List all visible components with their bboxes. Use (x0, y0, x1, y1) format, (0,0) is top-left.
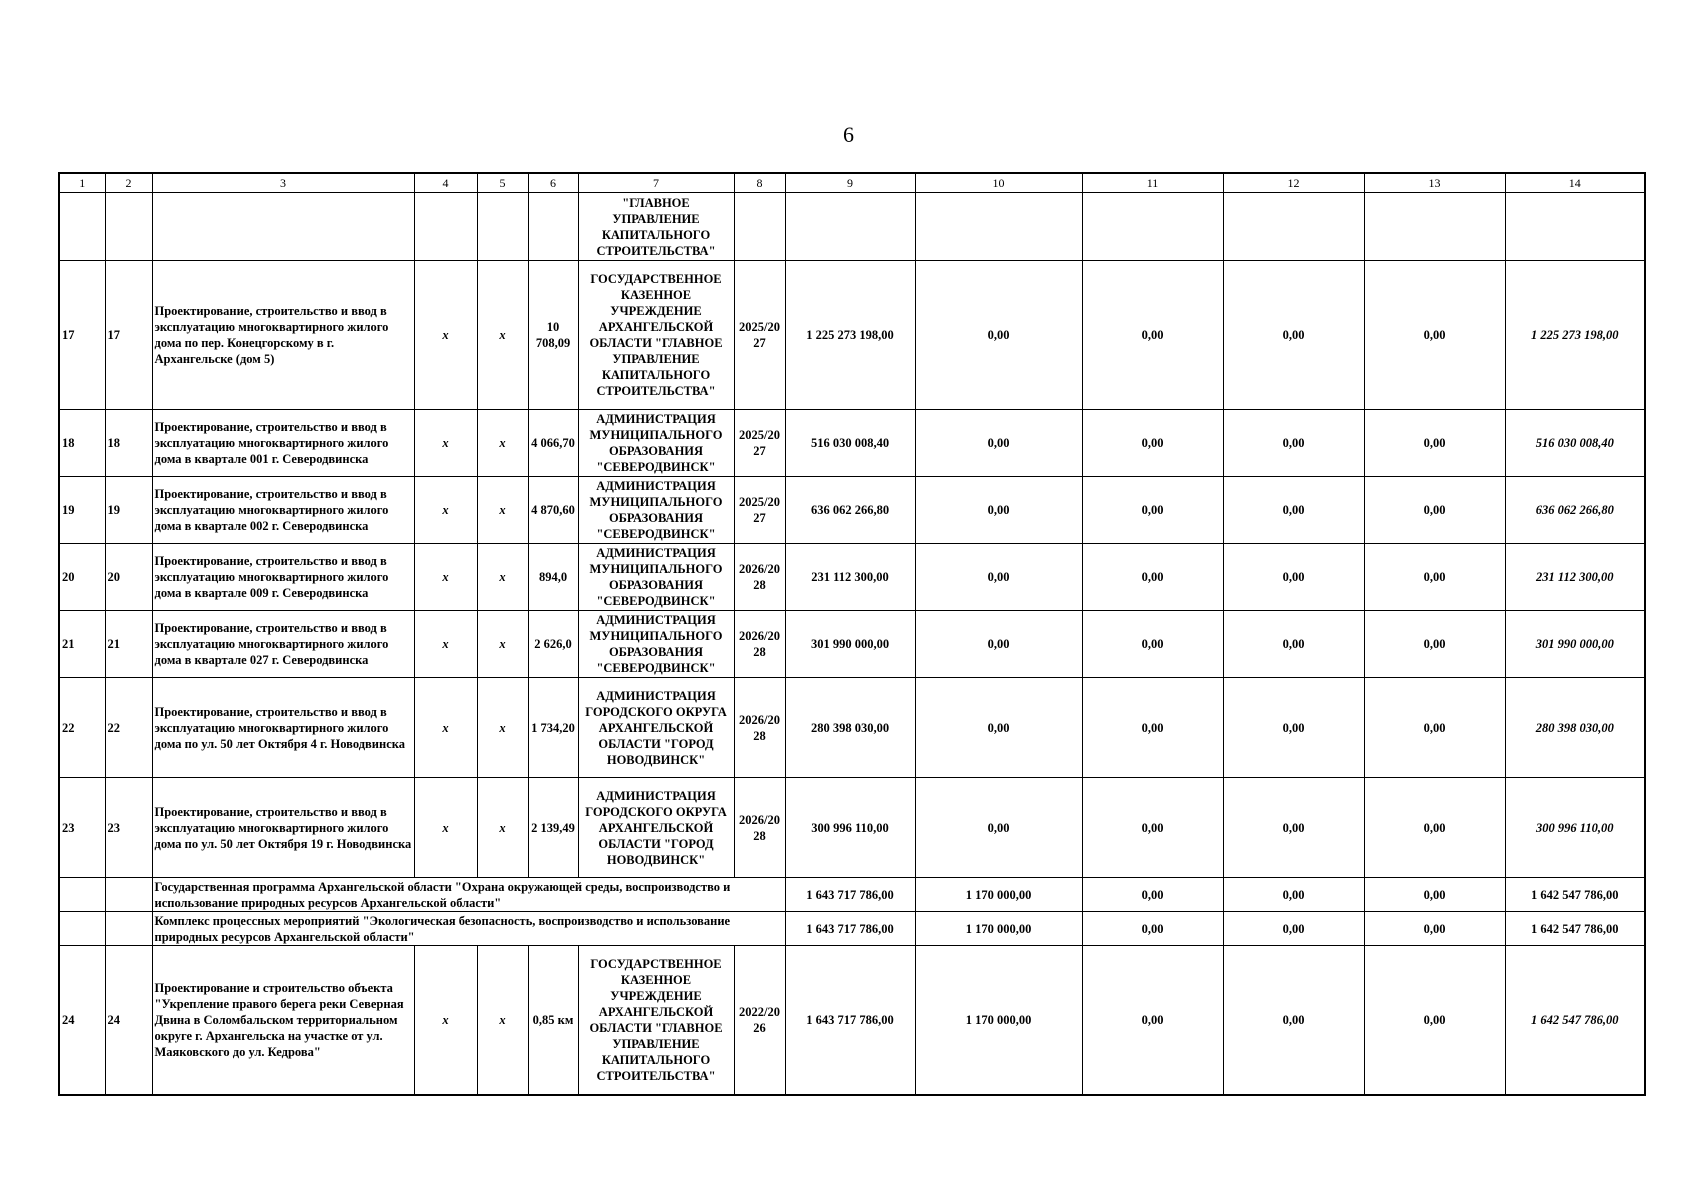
cell-col13 (1364, 193, 1505, 261)
cell-index (105, 912, 152, 946)
cell-capacity: 10 708,09 (528, 261, 578, 410)
cell-col4: x (414, 678, 477, 778)
header-cell: 1 (59, 173, 105, 193)
cell-col14: 1 642 547 786,00 (1505, 946, 1645, 1095)
cell-col9: 1 643 717 786,00 (785, 946, 915, 1095)
cell-col14 (1505, 193, 1645, 261)
cell-customer: АДМИНИСТРАЦИЯ МУНИЦИПАЛЬНОГО ОБРАЗОВАНИЯ "СЕВЕРОДВИНСК" (578, 410, 734, 477)
header-cell: 9 (785, 173, 915, 193)
summary-row (59, 878, 1645, 912)
cell-capacity: 894,0 (528, 544, 578, 611)
cell-number: 20 (59, 544, 105, 611)
cell-number (59, 193, 105, 261)
cell-name: Проектирование, строительство и ввод в эксплуатацию многоквартирного жилого дома в квартале 027 г. Северодвинска (152, 611, 414, 678)
cell-customer: АДМИНИСТРАЦИЯ МУНИЦИПАЛЬНОГО ОБРАЗОВАНИЯ "СЕВЕРОДВИНСК" (578, 477, 734, 544)
cell-col13: 0,00 (1364, 410, 1505, 477)
cell-number: 21 (59, 611, 105, 678)
cell-name: Проектирование, строительство и ввод в эксплуатацию многоквартирного жилого дома по ул. 50 лет Октября 4 г. Новодвинска (152, 678, 414, 778)
cell-col13: 0,00 (1364, 912, 1505, 946)
cell-col4: x (414, 946, 477, 1095)
cell-col9: 1 643 717 786,00 (785, 878, 915, 912)
cell-col4: x (414, 410, 477, 477)
cell-period: 2022/20 26 (734, 946, 785, 1095)
cell-summary-title: Комплекс процессных мероприятий "Экологическая безопасность, воспроизводство и использование природных ресурсов Архангельской области" (152, 912, 785, 946)
cell-col13: 0,00 (1364, 946, 1505, 1095)
cell-number: 24 (59, 946, 105, 1095)
cell-col5: x (477, 946, 528, 1095)
table-body (59, 193, 1645, 1095)
header-cell: 13 (1364, 173, 1505, 193)
cell-col5: x (477, 611, 528, 678)
cell-col12: 0,00 (1223, 678, 1364, 778)
cell-col13: 0,00 (1364, 611, 1505, 678)
cell-col11: 0,00 (1082, 611, 1223, 678)
cell-col12: 0,00 (1223, 912, 1364, 946)
header-cell: 2 (105, 173, 152, 193)
page-number: 6 (843, 122, 854, 147)
header-cell: 10 (915, 173, 1082, 193)
cell-col13: 0,00 (1364, 544, 1505, 611)
cell-index (105, 193, 152, 261)
cell-col11: 0,00 (1082, 878, 1223, 912)
header-cell: 7 (578, 173, 734, 193)
cell-number: 23 (59, 778, 105, 878)
cell-capacity: 1 734,20 (528, 678, 578, 778)
cell-col11: 0,00 (1082, 946, 1223, 1095)
cell-col9: 1 643 717 786,00 (785, 912, 915, 946)
cell-period: 2026/20 28 (734, 678, 785, 778)
table-row (59, 477, 1645, 544)
cell-col11: 0,00 (1082, 678, 1223, 778)
cell-index: 17 (105, 261, 152, 410)
cell-col12 (1223, 193, 1364, 261)
cell-capacity: 0,85 км (528, 946, 578, 1095)
cell-col10: 0,00 (915, 477, 1082, 544)
cell-col10: 0,00 (915, 410, 1082, 477)
cell-col9: 300 996 110,00 (785, 778, 915, 878)
cell-col11 (1082, 193, 1223, 261)
cell-period: 2026/20 28 (734, 778, 785, 878)
cell-col10: 0,00 (915, 678, 1082, 778)
cell-col14: 1 642 547 786,00 (1505, 912, 1645, 946)
header-cell: 14 (1505, 173, 1645, 193)
cell-name (152, 193, 414, 261)
cell-col9: 516 030 008,40 (785, 410, 915, 477)
cell-number (59, 878, 105, 912)
cell-col11: 0,00 (1082, 477, 1223, 544)
table-row (59, 261, 1645, 410)
cell-index (105, 878, 152, 912)
cell-customer: АДМИНИСТРАЦИЯ МУНИЦИПАЛЬНОГО ОБРАЗОВАНИЯ "СЕВЕРОДВИНСК" (578, 544, 734, 611)
cell-col9: 636 062 266,80 (785, 477, 915, 544)
cell-col5: x (477, 778, 528, 878)
header-cell: 4 (414, 173, 477, 193)
cell-name: Проектирование, строительство и ввод в эксплуатацию многоквартирного жилого дома в квартале 001 г. Северодвинска (152, 410, 414, 477)
table-row (59, 193, 1645, 261)
cell-col12: 0,00 (1223, 544, 1364, 611)
cell-col10: 0,00 (915, 611, 1082, 678)
cell-col5 (477, 193, 528, 261)
cell-col14: 1 642 547 786,00 (1505, 878, 1645, 912)
cell-period: 2025/20 27 (734, 477, 785, 544)
cell-name: Проектирование и строительство объекта "Укрепление правого берега реки Северная Двина в Соломбальском территориальном округе г. Архангельска на участке от ул. Маяковского до ул. Кедрова" (152, 946, 414, 1095)
cell-col4 (414, 193, 477, 261)
cell-col13: 0,00 (1364, 878, 1505, 912)
cell-col12: 0,00 (1223, 261, 1364, 410)
cell-period: 2025/20 27 (734, 261, 785, 410)
cell-col10: 0,00 (915, 778, 1082, 878)
cell-name: Проектирование, строительство и ввод в эксплуатацию многоквартирного жилого дома по пер. Конецгорскому в г. Архангельске (дом 5) (152, 261, 414, 410)
cell-summary-title: Государственная программа Архангельской области "Охрана окружающей среды, воспроизводство и использование природных ресурсов Архангельской области" (152, 878, 785, 912)
cell-customer: АДМИНИСТРАЦИЯ МУНИЦИПАЛЬНОГО ОБРАЗОВАНИЯ "СЕВЕРОДВИНСК" (578, 611, 734, 678)
cell-index: 21 (105, 611, 152, 678)
cell-period: 2025/20 27 (734, 410, 785, 477)
cell-col11: 0,00 (1082, 544, 1223, 611)
cell-col9: 280 398 030,00 (785, 678, 915, 778)
header-cell: 5 (477, 173, 528, 193)
cell-period: 2026/20 28 (734, 544, 785, 611)
cell-col13: 0,00 (1364, 477, 1505, 544)
cell-col11: 0,00 (1082, 261, 1223, 410)
cell-col9: 1 225 273 198,00 (785, 261, 915, 410)
cell-col14: 231 112 300,00 (1505, 544, 1645, 611)
cell-capacity: 4 066,70 (528, 410, 578, 477)
cell-index: 18 (105, 410, 152, 477)
summary-row (59, 912, 1645, 946)
cell-capacity: 2 626,0 (528, 611, 578, 678)
cell-customer: АДМИНИСТРАЦИЯ ГОРОДСКОГО ОКРУГА АРХАНГЕЛЬСКОЙ ОБЛАСТИ "ГОРОД НОВОДВИНСК" (578, 678, 734, 778)
cell-index: 24 (105, 946, 152, 1095)
cell-col11: 0,00 (1082, 778, 1223, 878)
cell-col12: 0,00 (1223, 410, 1364, 477)
cell-col9: 231 112 300,00 (785, 544, 915, 611)
cell-col11: 0,00 (1082, 410, 1223, 477)
cell-index: 20 (105, 544, 152, 611)
cell-col14: 300 996 110,00 (1505, 778, 1645, 878)
cell-col10: 1 170 000,00 (915, 912, 1082, 946)
cell-number: 19 (59, 477, 105, 544)
header-cell: 12 (1223, 173, 1364, 193)
cell-number: 18 (59, 410, 105, 477)
cell-col12: 0,00 (1223, 878, 1364, 912)
table-row (59, 778, 1645, 878)
cell-customer: ГОСУДАРСТВЕННОЕ КАЗЕННОЕ УЧРЕЖДЕНИЕ АРХАНГЕЛЬСКОЙ ОБЛАСТИ "ГЛАВНОЕ УПРАВЛЕНИЕ КАПИТАЛЬНОГО СТРОИТЕЛЬСТВА" (578, 261, 734, 410)
table-row (59, 678, 1645, 778)
cell-number: 17 (59, 261, 105, 410)
cell-capacity: 2 139,49 (528, 778, 578, 878)
cell-name: Проектирование, строительство и ввод в эксплуатацию многоквартирного жилого дома в квартале 002 г. Северодвинска (152, 477, 414, 544)
cell-col12: 0,00 (1223, 778, 1364, 878)
cell-col14: 301 990 000,00 (1505, 611, 1645, 678)
cell-col11: 0,00 (1082, 912, 1223, 946)
cell-col10: 1 170 000,00 (915, 946, 1082, 1095)
cell-col14: 636 062 266,80 (1505, 477, 1645, 544)
header-cell: 3 (152, 173, 414, 193)
cell-period (734, 193, 785, 261)
cell-customer: АДМИНИСТРАЦИЯ ГОРОДСКОГО ОКРУГА АРХАНГЕЛЬСКОЙ ОБЛАСТИ "ГОРОД НОВОДВИНСК" (578, 778, 734, 878)
cell-col5: x (477, 261, 528, 410)
cell-col14: 1 225 273 198,00 (1505, 261, 1645, 410)
cell-col10: 0,00 (915, 261, 1082, 410)
table-row (59, 410, 1645, 477)
table-row (59, 946, 1645, 1095)
cell-index: 22 (105, 678, 152, 778)
cell-number: 22 (59, 678, 105, 778)
table-row (59, 611, 1645, 678)
cell-customer: ГОСУДАРСТВЕННОЕ КАЗЕННОЕ УЧРЕЖДЕНИЕ АРХАНГЕЛЬСКОЙ ОБЛАСТИ "ГЛАВНОЕ УПРАВЛЕНИЕ КАПИТАЛЬНОГО СТРОИТЕЛЬСТВА" (578, 946, 734, 1095)
cell-col13: 0,00 (1364, 678, 1505, 778)
cell-col4: x (414, 477, 477, 544)
cell-col10: 0,00 (915, 544, 1082, 611)
cell-capacity (528, 193, 578, 261)
cell-index: 19 (105, 477, 152, 544)
cell-period: 2026/20 28 (734, 611, 785, 678)
header-cell: 11 (1082, 173, 1223, 193)
cell-index: 23 (105, 778, 152, 878)
cell-customer: "ГЛАВНОЕ УПРАВЛЕНИЕ КАПИТАЛЬНОГО СТРОИТЕЛЬСТВА" (578, 193, 734, 261)
cell-number (59, 912, 105, 946)
cell-col4: x (414, 261, 477, 410)
cell-col13: 0,00 (1364, 261, 1505, 410)
budget-table (58, 172, 1646, 1096)
header-cell: 6 (528, 173, 578, 193)
cell-capacity: 4 870,60 (528, 477, 578, 544)
cell-col4: x (414, 611, 477, 678)
cell-col9 (785, 193, 915, 261)
table-row (59, 544, 1645, 611)
cell-col10: 1 170 000,00 (915, 878, 1082, 912)
cell-col5: x (477, 410, 528, 477)
cell-col9: 301 990 000,00 (785, 611, 915, 678)
cell-col13: 0,00 (1364, 778, 1505, 878)
cell-col5: x (477, 544, 528, 611)
header-row (59, 173, 1645, 193)
cell-col12: 0,00 (1223, 946, 1364, 1095)
cell-name: Проектирование, строительство и ввод в эксплуатацию многоквартирного жилого дома в квартале 009 г. Северодвинска (152, 544, 414, 611)
cell-col4: x (414, 544, 477, 611)
cell-col14: 280 398 030,00 (1505, 678, 1645, 778)
cell-col10 (915, 193, 1082, 261)
cell-col4: x (414, 778, 477, 878)
cell-name: Проектирование, строительство и ввод в эксплуатацию многоквартирного жилого дома по ул. 50 лет Октября 19 г. Новодвинска (152, 778, 414, 878)
cell-col12: 0,00 (1223, 477, 1364, 544)
cell-col14: 516 030 008,40 (1505, 410, 1645, 477)
header-cell: 8 (734, 173, 785, 193)
cell-col5: x (477, 477, 528, 544)
cell-col5: x (477, 678, 528, 778)
cell-col12: 0,00 (1223, 611, 1364, 678)
